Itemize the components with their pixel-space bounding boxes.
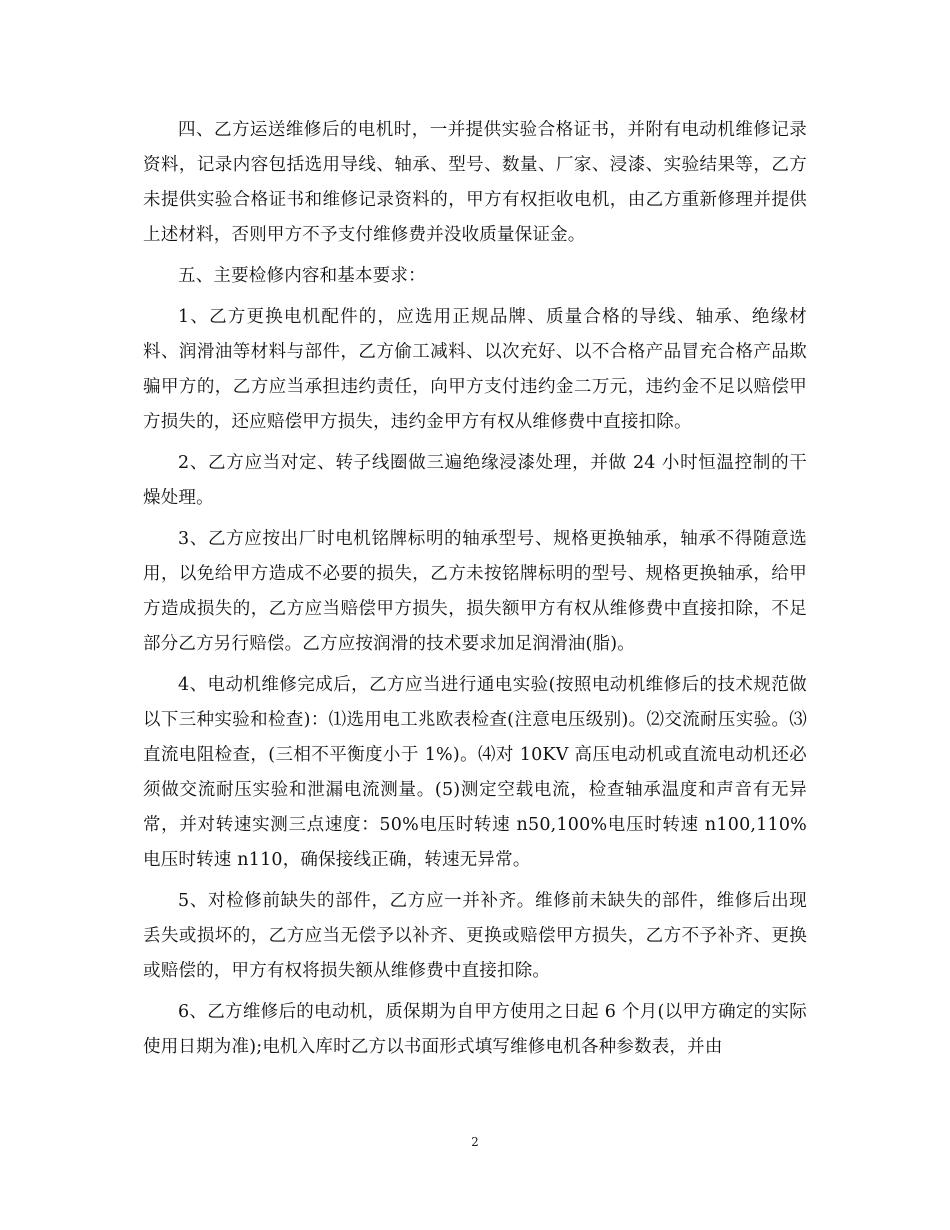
document-body (143, 113, 807, 1071)
page-number: 2 (471, 1135, 479, 1149)
paragraph-item-5-missing-parts: 5、对检修前缺失的部件，乙方应一并补齐。维修前未缺失的部件，维修后出现丢失或损坏的，乙方应当无偿予以补齐、更换或赔偿甲方损失，乙方不予补齐、更换或赔偿的，甲方有权将损失额从维修费中直接扣除。 (143, 891, 807, 981)
paragraph-item-3-bearings: 3、乙方应按出厂时电机铭牌标明的轴承型号、规格更换轴承，轴承不得随意选用，以免给甲方造成不必要的损失，乙方未按铭牌标明的型号、规格更换轴承，给甲方造成损失的，乙方应当赔偿甲方损失，损失额甲方有权从维修费中直接扣除，不足部分乙方另行赔偿。乙方应按润滑的技术要求加足润滑油(脂)。 (143, 529, 807, 654)
paragraph-section-5-heading: 五、主要检修内容和基本要求： (178, 266, 426, 286)
paragraph-section-4-delivery: 四、乙方运送维修后的电机时，一并提供实验合格证书，并附有电动机维修记录资料，记录内容包括选用导线、轴承、型号、数量、厂家、浸漆、实验结果等，乙方未提供实验合格证书和维修记录资料的，甲方有权拒收电机，由乙方重新修理并提供上述材料，否则甲方不予支付维修费并没收质量保证金。 (143, 120, 807, 245)
paragraph-item-1-parts: 1、乙方更换电机配件的，应选用正规品牌、质量合格的导线、轴承、绝缘材料、润滑油等材料与部件，乙方偷工减料、以次充好、以不合格产品冒充合格产品欺骗甲方的，乙方应当承担违约责任，向甲方支付违约金二万元，违约金不足以赔偿甲方损失的，还应赔偿甲方损失，违约金甲方有权从维修费中直接扣除。 (143, 307, 807, 432)
paragraph-item-2-insulation: 2、乙方应当对定、转子线圈做三遍绝缘浸漆处理，并做 24 小时恒温控制的干燥处理。 (143, 453, 807, 508)
paragraph-item-6-warranty: 6、乙方维修后的电动机，质保期为自甲方使用之日起 6 个月(以甲方确定的实际使用日期为准);电机入库时乙方以书面形式填写维修电机各种参数表，并由 (143, 1002, 807, 1057)
paragraph-item-4-testing: 4、电动机维修完成后，乙方应当进行通电实验(按照电动机维修后的技术规范做以下三种实验和检查)：⑴选用电工兆欧表检查(注意电压级别)。⑵交流耐压实验。⑶直流电阻检查，(三相不平衡度小于 1%)。⑷对 10KV 高压电动机或直流电动机还必须做交流耐压实验和泄漏电流测量。(5)测定空载电流，检查轴承温度和声音有无异常，并对转速实测三点速度：50%电压时转速 n50,100%电压时转速 n100,110%电压时转速 n110，确保接线正确，转速无异常。 (143, 675, 807, 870)
